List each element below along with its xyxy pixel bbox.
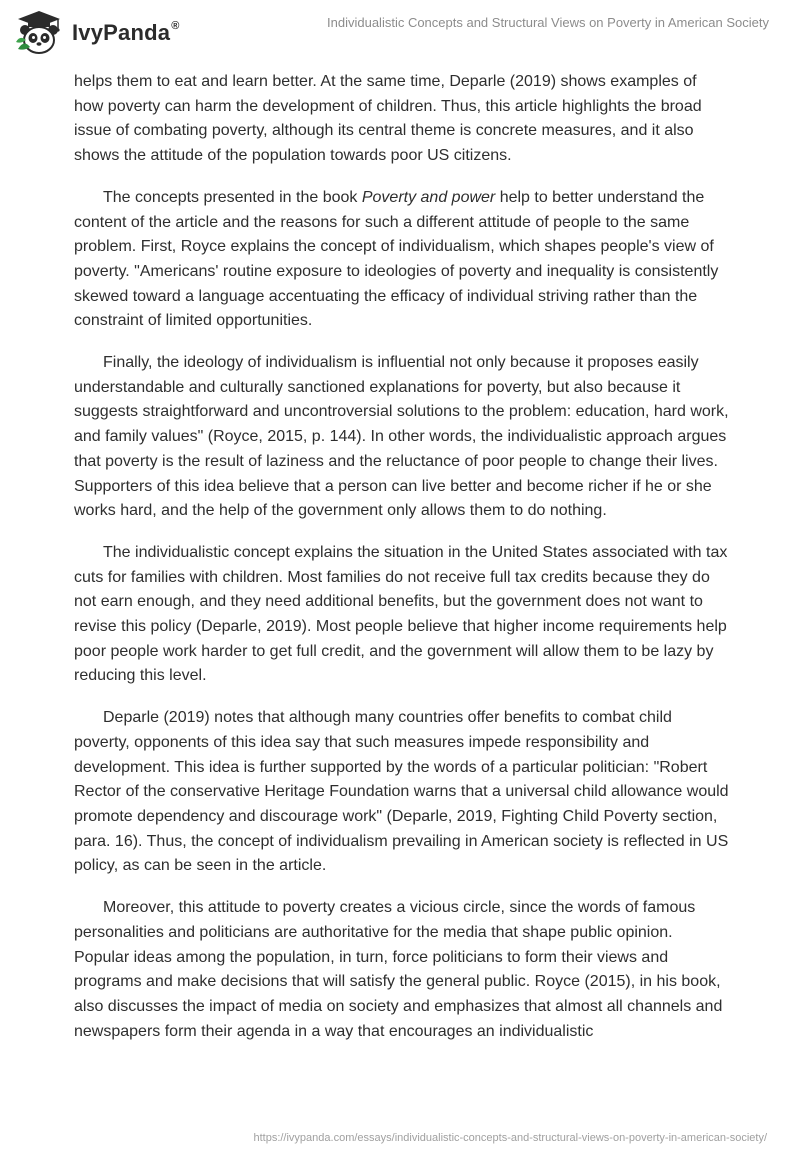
paragraph-1: helps them to eat and learn better. At the same time, Deparle (2019) shows examples of how poverty can harm the development of children. Thus, this article highlights the broad issue of combating poverty, although its central theme is concrete measures, and it also shows the attitude of the population towards poor US citizens. [74,73,702,165]
registered-mark: ® [171,19,180,32]
paragraph-2-lead: The concepts presented in the book [103,188,362,206]
paragraph-4: The individualistic concept explains the situation in the United States associated with tax cuts for families with children. Most families do not receive full tax credits because they do not earn enough, and they need additional benefits, but the government does not want to revise this policy (Deparle, 2019). Most people believe that higher income requirements help poor people work harder to get full credit, and the government will allow them to be lazy by reducing this level. [74,543,728,685]
brand-name[interactable] [72,20,180,46]
paragraph-5: Deparle (2019) notes that although many countries offer benefits to combat child poverty, opponents of this idea say that such measures impede responsibility and development. This idea is further supported by the words of a particular politician: "Robert Rector of the conservative Heritage Foundation warns that a universal child allowance would promote dependency and discourage work" (Deparle, 2019, Fighting Child Poverty section, para. 16). Thus, the concept of individualism prevailing in American society is reflected in US policy, as can be seen in the article. [74,709,729,875]
book-title: Poverty and power [361,188,496,206]
paragraph-3: Finally, the ideology of individualism is influential not only because it proposes easily understandable and culturally sanctioned explanations for poverty, but also because it suggests straightforward and uncontroversial solutions to the problem: education, hard work, and family values" (Royce, 2015, p. 144). In other words, the individualistic approach argues that poverty is the result of laziness and the reluctance of poor people to change their lives. Supporters of this idea believe that a person can live better and become richer if he or she works hard, and the help of the government only allows them to do nothing. [74,354,729,520]
paragraph-6: Moreover, this attitude to poverty creates a vicious circle, since the words of famous personalities and politicians are authoritative for the media that shape public opinion. Popular ideas among the population, in turn, force politicians to form their views and programs and make decisions that will satisfy the general public. Royce (2015), in his book, also discusses the impact of media on society and emphasizes that almost all channels and newspapers form their agenda in a way that encourages an individualistic [74,899,723,1040]
paragraph-2 [74,186,730,334]
source-url[interactable]: https://ivypanda.com/essays/individualistic-concepts-and-structural-views-on-poverty-in-american-society/ [253,1132,767,1144]
brand-text: IvyPanda [72,20,171,45]
document-title: Individualistic Concepts and Structural Views on Poverty in American Society [327,15,769,30]
ivypanda-logo-icon[interactable] [14,9,64,57]
paragraph-2-rest: help to better understand the content of the article and the reasons for such a different attitude of people to the same problem. First, Royce explains the concept of individualism, which shapes people's view of poverty. "Americans' routine exposure to ideologies of poverty and inequality is consistently skewed toward a language accentuating the efficacy of individual striving rather than the constraint of limited opportunities. [74,188,719,330]
essay-body [74,70,730,1061]
page-header [0,0,800,64]
